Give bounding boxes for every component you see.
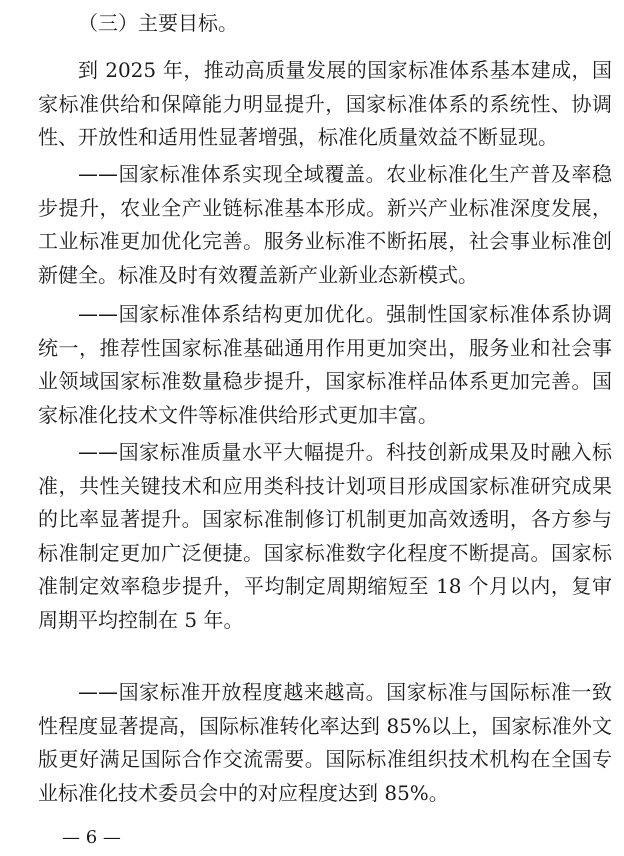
paragraph-goal-2025 bbox=[38, 54, 612, 155]
section-heading: （三）主要目标。 bbox=[78, 11, 238, 35]
paragraph-lead: ——国家标准开放程度越来越高。 bbox=[78, 680, 387, 704]
paragraph-body: 到 2025 年，推动高质量发展的国家标准体系基本建成，国家标准供给和保障能力明显提升，国家标准体系的系统性、协调性、开放性和适用性显著增强，标准化质量效益不断显现。 bbox=[38, 58, 612, 150]
paragraph-body: 国家标准与国际标准一致性程度显著提高，国际标准转化率达到 85%以上，国家标准外文版更好满足国际合作交流需要。国际标准组织技术机构在全国专业标准化技术委员会中的对应程度达到 85%。 bbox=[38, 680, 613, 805]
paragraph-body: 强制性国家标准体系协调统一，推荐性国家标准基础通用作用更加突出，服务业和社会事业领域国家标准数量稳步提升，国家标准样品体系更加完善。国家标准化技术文件等标准供给形式更加丰富。 bbox=[38, 302, 613, 427]
paragraph-full-coverage bbox=[38, 158, 612, 292]
paragraph-lead: ——国家标准体系结构更加优化。 bbox=[78, 302, 387, 326]
paragraph-body: 农业标准化生产普及率稳步提升，农业全产业链标准基本形成。新兴产业标准深度发展，工业标准更加优化完善。服务业标准不断拓展，社会事业标准创新健全。标准及时有效覆盖新产业新业态新模式。 bbox=[38, 162, 613, 287]
paragraph-lead: ——国家标准体系实现全域覆盖。 bbox=[78, 162, 387, 186]
paragraph-openness bbox=[38, 676, 612, 810]
paragraph-quality-improvement bbox=[38, 436, 612, 638]
page-number: — 6 — bbox=[62, 827, 121, 848]
paragraph-structure-optimization bbox=[38, 298, 612, 432]
paragraph-lead: ——国家标准质量水平大幅提升。 bbox=[78, 440, 387, 464]
paragraph-body: 科技创新成果及时融入标准，共性关键技术和应用类科技计划项目形成国家标准研究成果的比率显著提升。国家标准制修订机制更加高效透明，各方参与标准制定更加广泛便捷。国家标准数字化程度不断提高。国家标准制定效率稳步提升，平均制定周期缩短至 18 个月以内，复审周期平均控制在 5 年。 bbox=[38, 440, 613, 632]
